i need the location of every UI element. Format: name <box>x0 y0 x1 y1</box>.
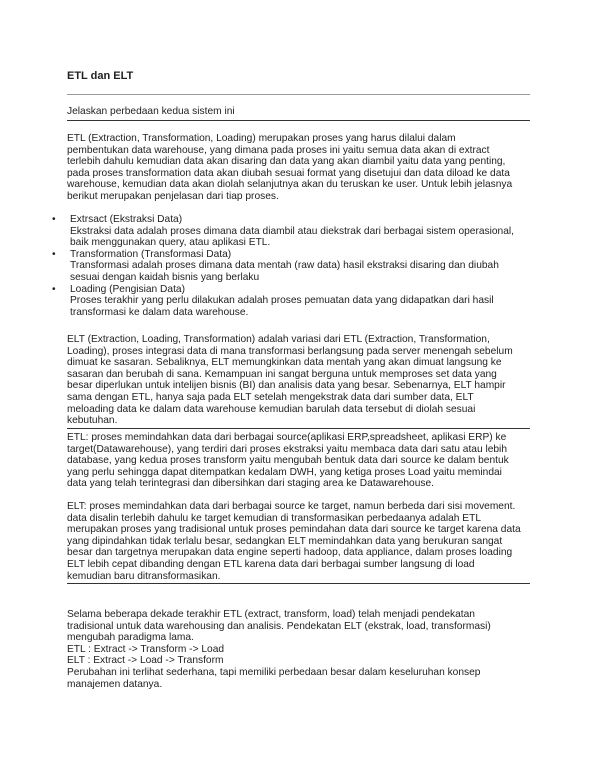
closing-line: Selama beberapa dekade terakhir ETL (extract, transform, load) telah menjadi pendekatan <box>67 609 475 620</box>
intro-line: terlebih dahulu kemudian data akan disaring dan data yang akan diambil yaitu data yang penting, <box>67 156 506 168</box>
elt-definition <box>67 501 533 582</box>
elt-para-line: kebutuhan. <box>67 415 118 427</box>
list-item <box>52 284 532 319</box>
elt-para-line: ELT (Extraction, Loading, Transformation) adalah variasi dari ETL (Extraction, Transformation, <box>67 334 490 345</box>
intro-line: warehouse, kemudian data akan diolah selanjutnya akan du teruskan ke user. Untuk lebih jelasnya <box>67 179 513 191</box>
closing-line: Perubahan ini terlihat sederhana, tapi memiliki perbedaan besar dalam keseluruhan konsep <box>67 666 481 678</box>
intro-line: pada proses transformation data akan diubah sesuai format yang disetujui dan data diload ke data <box>67 167 510 179</box>
question-text: Jelaskan perbedaan kedua sistem ini <box>67 106 235 117</box>
etl-def-line: yang perlu sehingga dapat ditempatkan kedalam DWH, yang ketiga proses Load yaitu memindai <box>67 466 502 478</box>
etl-definition <box>67 432 533 490</box>
intro-line: berikut merupakan penjelasan dari tiap proses. <box>67 190 279 202</box>
etl-def-line: database, yang kedua proses transform yaitu mengubah bentuk data dari source ke dalam bentuk <box>67 455 509 467</box>
document-title: ETL dan ELT <box>67 70 134 82</box>
elt-def-line: yang dipindahkan tidak terlalu besar, sedangkan ELT memindahkan data yang berukuran sangat <box>67 535 503 547</box>
elt-para-line: sama dengan ETL, hanya saja pada ELT setelah mengekstrak data dari sumber data, ELT <box>67 391 474 403</box>
list-item-heading: Loading (Pengisian Data) <box>70 283 185 295</box>
elt-def-line: ELT lebih cepat dibanding dengan ETL karena data dari berbagai sumber langsung di load <box>67 558 475 570</box>
list-item-text: transformasi ke dalam data warehouse. <box>70 306 249 318</box>
elt-def-line: ELT: proses memindahkan data dari berbagai source ke target, namun berbeda dari sisi movement. <box>67 501 516 512</box>
intro-paragraph <box>67 133 533 203</box>
closing-line: ETL : Extract -> Transform -> Load <box>67 643 225 655</box>
etl-def-line: data yang telah terintegrasi dan dibersihkan dari staging area ke Datawarehouse. <box>67 478 434 490</box>
elt-para-line: Loading), proses integrasi data di mana transformasi berlangsung pada server menengah sebelum <box>67 345 513 357</box>
title-divider <box>67 94 530 95</box>
intro-line: pembentukan data warehouse, yang dimana pada proses ini yaitu semua data akan di extract <box>67 144 490 156</box>
etl-process-list <box>52 214 532 318</box>
closing-line: ELT : Extract -> Load -> Transform <box>67 655 224 667</box>
closing-paragraph <box>67 609 533 690</box>
elt-paragraph <box>67 334 533 427</box>
bullet-icon: • <box>52 248 56 260</box>
list-item-text: Ekstraksi data adalah proses dimana data diambil atau diekstrak dari berbagai sistem operasional, <box>70 225 514 237</box>
elt-def-line: besar dan targetnya merupakan data engine seperti hadoop, data appliance, dalam proses loading <box>67 547 513 559</box>
elt-para-line: meloading data ke dalam data warehouse kemudian barulah data tersebut di diolah sesuai <box>67 403 476 415</box>
definition-divider <box>67 583 530 584</box>
elt-def-line: kemudian baru ditransformasikan. <box>67 570 221 582</box>
bullet-icon: • <box>52 214 56 225</box>
question-divider <box>67 120 530 121</box>
list-item-heading: Transformation (Transformasi Data) <box>70 248 232 260</box>
closing-line: manajemen datanya. <box>67 678 163 690</box>
list-item <box>52 249 532 284</box>
list-item-text: Proses terakhir yang perlu dilakukan adalah proses pemuatan data yang didapatkan dari hasil <box>70 295 494 307</box>
intro-line: ETL (Extraction, Transformation, Loading) merupakan proses yang harus dilalui dalam <box>67 133 456 144</box>
list-item-text: Transformasi adalah proses dimana data mentah (raw data) hasil ekstraksi disaring dan diubah <box>70 260 499 272</box>
elt-para-line: besar diperlukan untuk intelijen bisnis (BI) dan analisis data yang besar. Sebenarnya, ELT hampir <box>67 380 506 392</box>
list-item <box>52 214 532 249</box>
closing-line: tradisional untuk data warehousing dan analisis. Pendekatan ELT (ekstrak, load, transformasi) <box>67 620 491 632</box>
etl-def-line: ETL: proses memindahkan data dari berbagai source(aplikasi ERP,spreadsheet, aplikasi ERP) ke <box>67 432 507 443</box>
closing-line: mengubah paradigma lama. <box>67 632 194 644</box>
bullet-icon: • <box>52 283 56 295</box>
elt-def-line: merupakan proses yang tradisional untuk proses pemindahan data dari source ke target karena data <box>67 524 521 536</box>
etl-def-line: target(Datawarehouse), yang terdiri dari proses ekstraksi yaitu membaca data dari satu atau lebih <box>67 443 507 455</box>
list-item-heading: Extrsact (Ekstraksi Data) <box>70 214 183 225</box>
elt-para-line: dimuat ke sasaran. Sebaliknya, ELT memungkinkan data mentah yang akan dimuat langsung ke <box>67 357 502 369</box>
elt-def-line: data disalin terlebih dahulu ke target kemudian di transformasikan perbedaanya adalah ETL <box>67 512 481 524</box>
section-divider <box>67 428 530 429</box>
list-item-text: sesuai dengan kaidah bisnis yang berlaku <box>70 271 260 283</box>
elt-para-line: sasaran dan berubah di sana. Kemampuan ini sangat berguna untuk memproses set data yang <box>67 368 497 380</box>
list-item-text: baik menggunakan query, atau aplikasi ETL. <box>70 237 271 249</box>
